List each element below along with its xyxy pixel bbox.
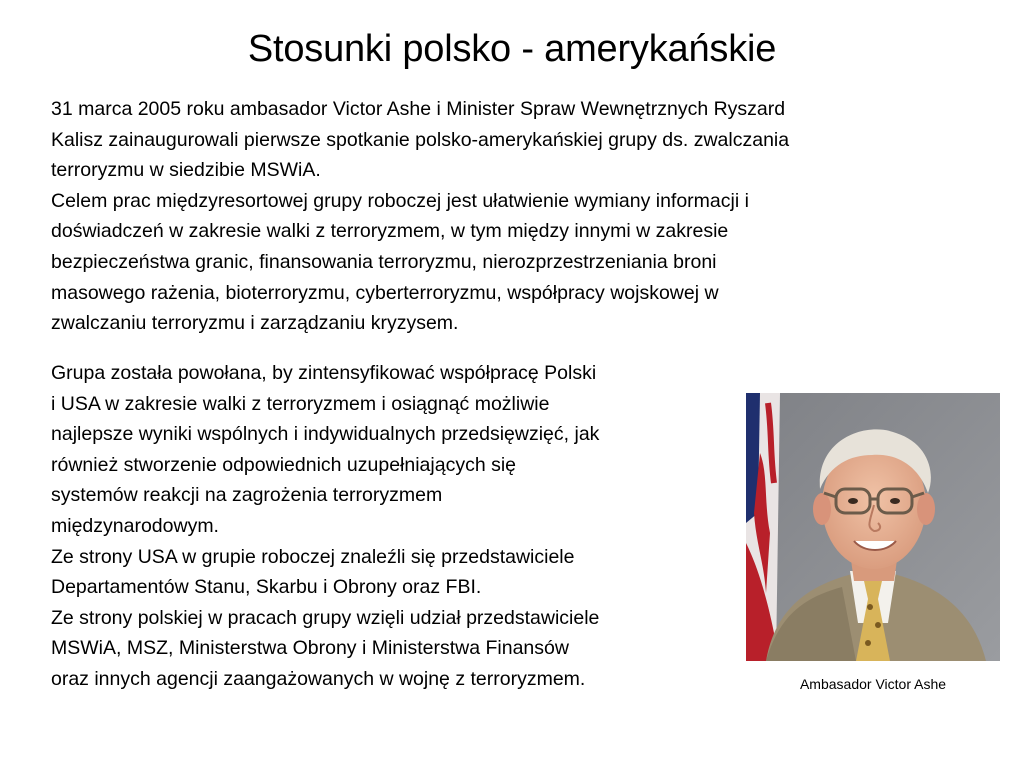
text-line: systemów reakcji na zagrożenia terroryzmem <box>51 484 443 507</box>
text-line: MSWiA, MSZ, Ministerstwa Obrony i Ministerstwa Finansów <box>51 637 569 660</box>
text-line: Kalisz zainaugurowali pierwsze spotkanie polsko-amerykańskiej grupy ds. zwalczania <box>51 128 790 151</box>
slide-title: Stosunki polsko - amerykańskie <box>247 28 777 70</box>
text-line: masowego rażenia, bioterroryzmu, cyberterroryzmu, współpracy wojskowej w <box>51 281 719 304</box>
text-line: najlepsze wyniki wspólnych i indywidualnych przedsięwzięć, jak <box>51 423 600 446</box>
group-paragraph <box>51 358 731 695</box>
text-line: Celem prac międzyresortowej grupy roboczej jest ułatwienie wymiany informacji i <box>51 189 749 212</box>
text-line: zwalczaniu terroryzmu i zarządzaniu kryzysem. <box>51 312 459 335</box>
text-line: oraz innych agencji zaangażowanych w wojnę z terroryzmem. <box>51 667 586 690</box>
intro-paragraph <box>51 94 951 339</box>
text-line: Grupa została powołana, by zintensyfikować współpracę Polski <box>51 362 597 384</box>
text-line: 31 marca 2005 roku ambasador Victor Ashe i Minister Spraw Wewnętrznych Ryszard <box>51 98 786 120</box>
text-line: i USA w zakresie walki z terroryzmem i osiągnąć możliwie <box>51 392 550 415</box>
text-line: doświadczeń w zakresie walki z terroryzmem, w tym między innymi w zakresie <box>51 220 729 243</box>
text-line: terroryzmu w siedzibie MSWiA. <box>51 159 321 182</box>
text-line: Departamentów Stanu, Skarbu i Obrony oraz FBI. <box>51 576 482 599</box>
text-line: również stworzenie odpowiednich uzupełniających się <box>51 453 517 476</box>
text-line: Ze strony polskiej w pracach grupy wzięli udział przedstawiciele <box>51 606 600 629</box>
text-line: międzynarodowym. <box>51 514 219 537</box>
text-line: Ze strony USA w grupie roboczej znaleźli się przedstawiciele <box>51 545 575 568</box>
photo-caption: Ambasador Victor Ashe <box>799 676 947 692</box>
text-line: bezpieczeństwa granic, finansowania terroryzmu, nierozprzestrzeniania broni <box>51 250 717 273</box>
ambassador-portrait-photo <box>746 393 1000 661</box>
us-flag <box>746 393 780 661</box>
